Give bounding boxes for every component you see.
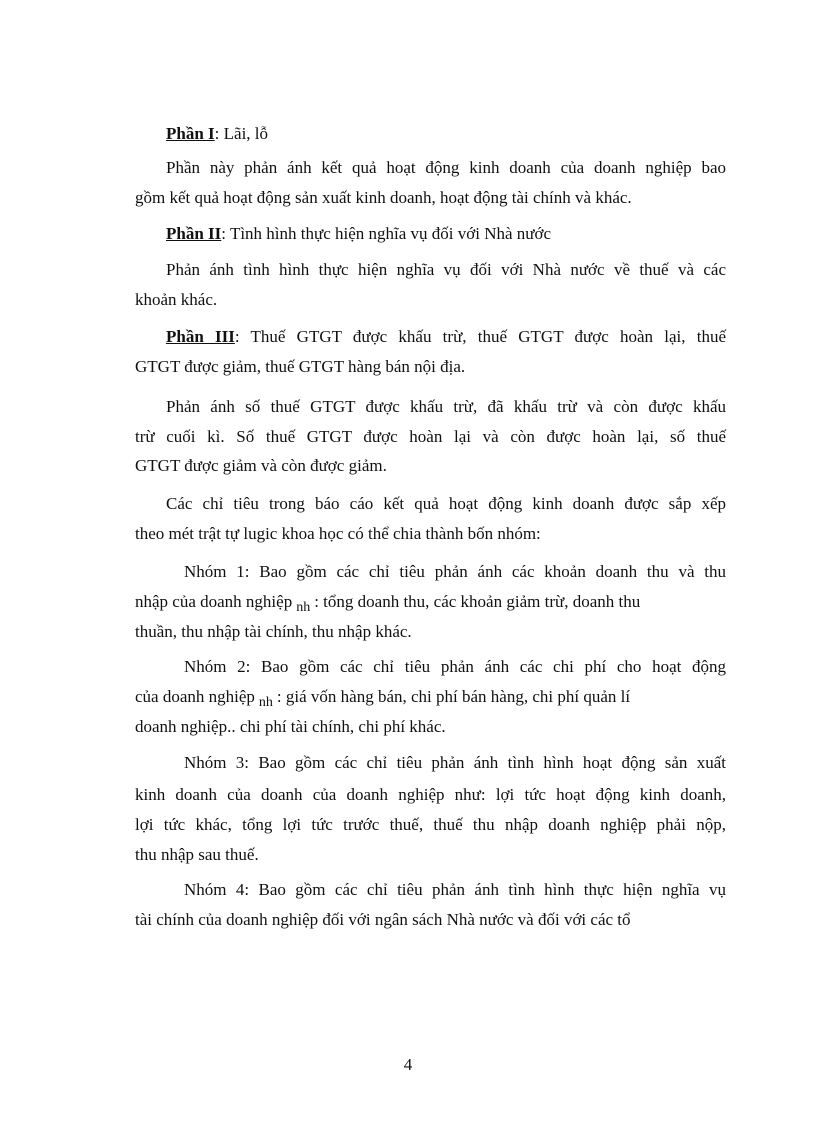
group-3-line: thu nhập sau thuế. — [135, 845, 259, 864]
section-2-heading: Phần II — [166, 224, 222, 243]
section-1-heading-rest: : Lãi, lỗ — [214, 124, 269, 143]
group-2-text: của doanh nghiệp — [135, 687, 255, 706]
page-number: 4 — [403, 1055, 413, 1074]
paragraph-line: khoản khác. — [135, 290, 218, 309]
paragraph-line: theo mét trật tự lugic khoa học có thể chia thành bốn nhóm: — [135, 524, 541, 543]
section-3-title — [166, 327, 726, 347]
group-1-line — [135, 592, 641, 615]
group-1-subscript: nh — [296, 600, 311, 615]
paragraph-line: gồm kết quả hoạt động sản xuất kinh doanh, hoạt động tài chính và khác. — [135, 188, 632, 207]
paragraph-line: trừ cuối kì. Số thuế GTGT được hoàn lại và còn được hoàn lại, số thuế — [135, 427, 726, 446]
group-1-line: Nhóm 1: Bao gồm các chỉ tiêu phản ánh các khoản doanh thu và thu — [184, 562, 726, 581]
group-2-line — [135, 687, 631, 710]
paragraph-line: Phần này phản ánh kết quả hoạt động kinh doanh của doanh nghiệp bao — [166, 158, 726, 177]
paragraph-line: Các chỉ tiêu trong báo cáo kết quả hoạt động kinh doanh được sắp xếp — [166, 494, 726, 513]
group-2-line: Nhóm 2: Bao gồm các chỉ tiêu phản ánh các chi phí cho hoạt động — [184, 657, 726, 676]
group-3-line: lợi tức khác, tổng lợi tức trước thuế, thuế thu nhập doanh nghiệp phải nộp, — [135, 815, 726, 834]
paragraph-line: Phản ánh số thuế GTGT được khấu trừ, đã khấu trừ và còn được khấu — [166, 397, 726, 416]
group-1-text: nhập của doanh nghiệp — [135, 592, 293, 611]
section-2-title — [166, 224, 551, 244]
group-2-line: doanh nghiệp.. chi phí tài chính, chi phí khác. — [135, 717, 446, 736]
group-3-line: Nhóm 3: Bao gồm các chỉ tiêu phản ánh tình hình hoạt động sản xuất — [184, 753, 726, 772]
section-1-title — [166, 124, 268, 144]
section-2-heading-rest: : Tình hình thực hiện nghĩa vụ đối với Nhà nước — [221, 224, 552, 243]
group-1-text: : tổng doanh thu, các khoản giảm trừ, doanh thu — [314, 592, 641, 611]
section-3-heading: Phần III — [166, 327, 235, 346]
section-3-title-line2: GTGT được giảm, thuế GTGT hàng bán nội địa. — [135, 357, 466, 376]
group-3-line: kinh doanh của doanh của doanh nghiệp như: lợi tức hoạt động kinh doanh, — [135, 785, 726, 804]
group-1-line: thuần, thu nhập tài chính, thu nhập khác. — [135, 622, 412, 641]
paragraph-line: GTGT được giảm và còn được giảm. — [135, 456, 387, 475]
section-1-heading: Phần I — [166, 124, 215, 143]
group-4-line: tài chính của doanh nghiệp đối với ngân sách Nhà nước và đối với các tổ — [135, 910, 631, 929]
section-3-heading-rest: : Thuế GTGT được khấu trừ, thuế GTGT được hoàn lại, thuế — [234, 327, 727, 346]
paragraph-line: Phản ánh tình hình thực hiện nghĩa vụ đối với Nhà nước về thuế và các — [166, 260, 726, 279]
group-4-line: Nhóm 4: Bao gồm các chỉ tiêu phản ánh tình hình thực hiện nghĩa vụ — [184, 880, 726, 899]
group-2-text: : giá vốn hàng bán, chi phí bán hàng, chi phí quản lí — [276, 687, 631, 706]
group-2-subscript: nh — [258, 695, 273, 710]
